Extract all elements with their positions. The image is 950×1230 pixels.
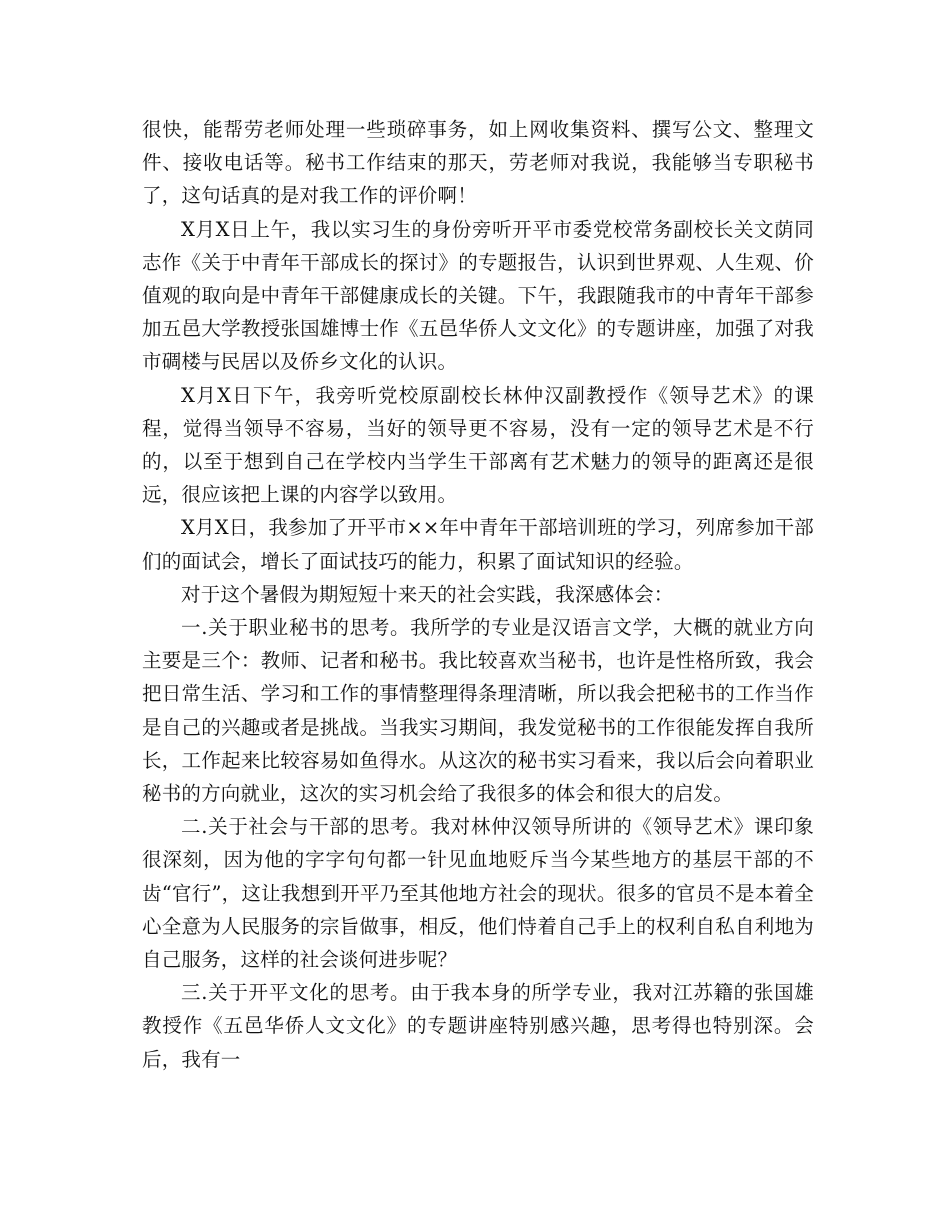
paragraph-line: 的是对我工作的评价啊！ — [260, 184, 477, 208]
paragraph-line: 一.关于职业秘书的思考。我所学的专业是汉语言文学，大概的就业方向主要 — [142, 616, 814, 673]
paragraph-line: 三.关于开平文化的思考。由于我本身的所学专业，我对江苏籍的张国雄教授 — [142, 981, 814, 1038]
paragraph — [142, 113, 814, 213]
paragraph-line: X月X日，我参加了开平市××年中青年干部培训班的学习，列席参加干部们 — [142, 516, 814, 573]
paragraph-line: 这让我想到开平乃至其他地方社会的现状。很多的官员不是本着全心全意为人民服 — [142, 881, 814, 938]
paragraph-line: 内容学以致用。 — [319, 483, 458, 507]
paragraph-line: 活、学习和工作的事情整理得条理清晰，所以我会把秘书的工作当作是自己的兴趣 — [142, 682, 814, 739]
paragraph-line: X月X日上午，我以实习生的身份旁听开平市委党校常务副校长关文荫同志作 — [142, 217, 814, 274]
paragraph-line: 到自己在学校内当学生干部离有艺术魅力的领导的距离还是很远，很应该把上课的 — [142, 450, 814, 507]
paragraph-line: 务的宗旨做事，相反，他们恃着自己手上的权利自私自利地为自己服务，这样的社 — [142, 914, 814, 972]
paragraph-line: 很快，能帮劳老师处理一些琐碎事务，如上网收集资料、撰写公文、整理文件、接 — [142, 118, 814, 175]
paragraph-line: 的面试会，增长了面试技巧的能力，积累了面试知识的经验。 — [161, 549, 694, 573]
paragraph — [142, 379, 814, 512]
paragraph-line: 向是中青年干部健康成长的关键。下午，我跟随我市的中青年干部参加五邑大学教 — [142, 284, 814, 341]
paragraph-line: 刻，因为他的字字句句都一针见血地贬斥当今某些地方的基层干部的不齿“官行”， — [142, 848, 815, 905]
paragraph — [142, 976, 814, 1076]
paragraph — [142, 578, 814, 611]
paragraph-line: X月X日下午，我旁听党校原副校长林仲汉副教授作《领导艺术》的课程，觉 — [142, 383, 814, 440]
paragraph-line: 侨乡文化的认识。 — [299, 350, 458, 374]
document-body — [142, 113, 814, 1076]
paragraph-line: 二.关于社会与干部的思考。我对林仲汉领导所讲的《领导艺术》课印象很深 — [142, 815, 814, 872]
paragraph-line: 会谈何进步呢？ — [319, 948, 458, 972]
paragraph-line: 授张国雄博士作《五邑华侨人文文化》的专题讲座，加强了对我市碉楼与民居以及 — [142, 317, 814, 374]
paragraph-line: 是三个：教师、记者和秘书。我比较喜欢当秘书，也许是性格所致，我会把日常生 — [142, 649, 815, 706]
paragraph — [142, 511, 814, 577]
paragraph — [142, 810, 814, 976]
paragraph-line: 得当领导不容易，当好的领导更不容易，没有一定的领导艺术是不行的，以至于想 — [142, 416, 814, 474]
paragraph — [142, 611, 814, 810]
paragraph-line: 对于这个暑假为期短短十来天的社会实践，我深感体会： — [181, 582, 674, 606]
paragraph-line: 收电话等。秘书工作结束的那天，劳老师对我说，我能够当专职秘书了，这句话真 — [142, 151, 814, 208]
paragraph-line: 作《五邑华侨人文文化》的专题讲座特别感兴趣，思考得也特别深。会后，我有一 — [142, 1014, 815, 1071]
paragraph-line: 或者是挑战。当我实习期间，我发觉秘书的工作很能发挥自我所长，工作起来比较 — [142, 715, 814, 772]
paragraph-line: 《关于中青年干部成长的探讨》的专题报告，认识到世界观、人生观、价值观的取 — [142, 250, 815, 308]
paragraph — [142, 213, 814, 379]
paragraph-line: 容易如鱼得水。从这次的秘书实习看来，我以后会向着职业秘书的方向就业，这次 — [142, 748, 814, 806]
paragraph-line: 的实习机会给了我很多的体会和很大的启发。 — [339, 782, 734, 806]
